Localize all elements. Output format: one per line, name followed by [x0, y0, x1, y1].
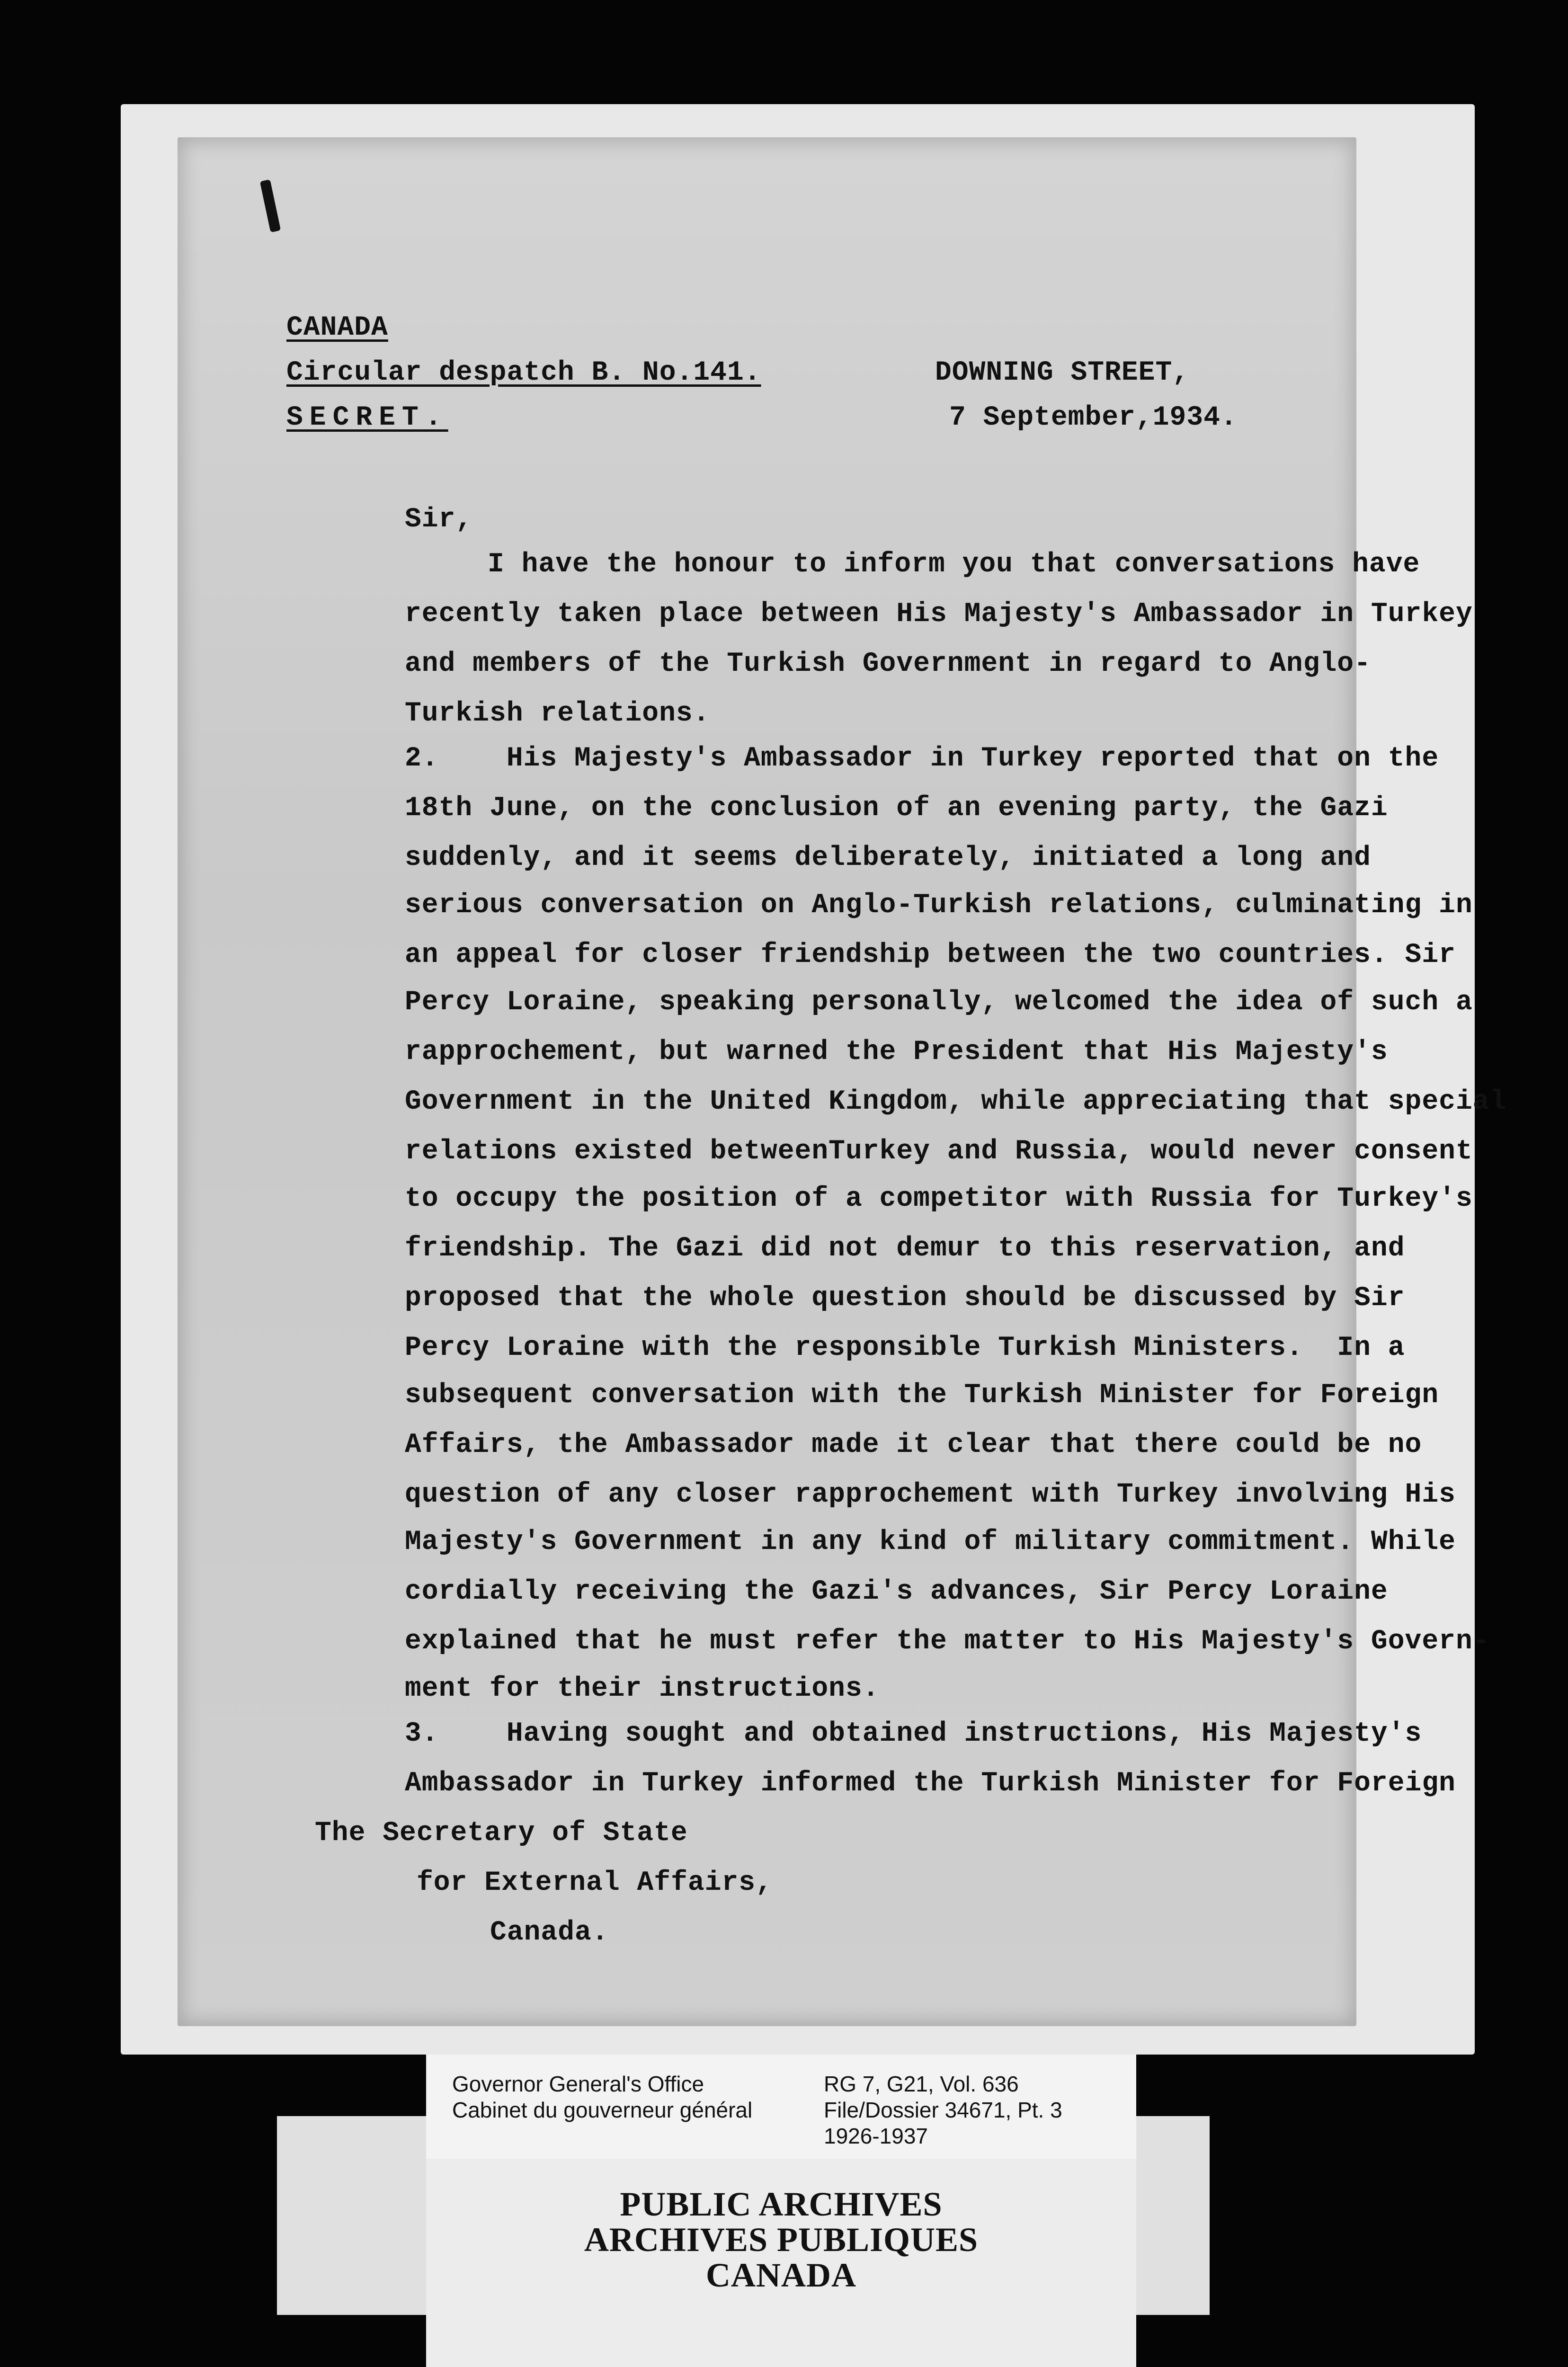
salutation: Sir,	[405, 504, 473, 535]
country-heading: CANADA	[286, 312, 388, 343]
stamp-line-country: CANADA	[706, 2256, 856, 2294]
body-line: an appeal for closer friendship between the two countries. Sir	[405, 940, 1456, 970]
body-line: Percy Loraine, speaking personally, welcomed the idea of such a	[405, 987, 1473, 1018]
body-line: Percy Loraine with the responsible Turkish Ministers. In a	[405, 1333, 1405, 1363]
body-line: cordially receiving the Gazi's advances, Sir Percy Loraine	[405, 1576, 1388, 1607]
body-line: 18th June, on the conclusion of an evening party, the Gazi	[405, 793, 1388, 824]
body-line: and members of the Turkish Government in regard to Anglo-	[405, 649, 1371, 679]
stamp-line-french: ARCHIVES PUBLIQUES	[584, 2221, 979, 2259]
body-line: to occupy the position of a competitor with Russia for Turkey's	[405, 1184, 1473, 1214]
body-line: recently taken place between His Majesty's Ambassador in Turkey	[405, 599, 1473, 630]
body-line: Government in the United Kingdom, while appreciating that special	[405, 1086, 1507, 1117]
addressee-line: for External Affairs,	[417, 1868, 773, 1898]
body-line: rapprochement, but warned the President that His Majesty's	[405, 1037, 1388, 1068]
addressee-line: The Secretary of State	[315, 1818, 688, 1849]
body-line: proposed that the whole question should be discussed by Sir	[405, 1283, 1405, 1314]
despatch-reference: Circular despatch B. No.141.	[286, 357, 761, 388]
body-line: serious conversation on Anglo-Turkish relations, culminating in	[405, 890, 1473, 921]
body-line: subsequent conversation with the Turkish Minister for Foreign	[405, 1380, 1439, 1411]
file-reference: File/Dossier 34671, Pt. 3	[824, 2098, 1062, 2122]
body-line: ment for their instructions.	[405, 1673, 880, 1704]
record-group-reference: RG 7, G21, Vol. 636	[824, 2072, 1019, 2096]
body-line: I have the honour to inform you that conversations have	[488, 549, 1420, 580]
body-line: suddenly, and it seems deliberately, initiated a long and	[405, 843, 1371, 873]
archive-stamp	[426, 2159, 1136, 2367]
body-line: Majesty's Government in any kind of military commitment. While	[405, 1527, 1456, 1557]
office-french: Cabinet du gouverneur général	[452, 2098, 753, 2122]
classification: SECRET.	[286, 402, 448, 433]
stamp-line-english: PUBLIC ARCHIVES	[620, 2185, 943, 2223]
body-line: question of any closer rapprochement with Turkey involving His	[405, 1479, 1456, 1510]
letter-date: 7 September,1934.	[949, 402, 1238, 433]
body-line: Affairs, the Ambassador made it clear that there could be no	[405, 1430, 1422, 1460]
office-english: Governor General's Office	[452, 2072, 704, 2096]
body-line: explained that he must refer the matter to His Majesty's Govern-	[405, 1626, 1490, 1657]
sender-address: DOWNING STREET,	[935, 357, 1190, 388]
body-line: 2. His Majesty's Ambassador in Turkey reported that on the	[405, 743, 1439, 774]
body-line: 3. Having sought and obtained instructions, His Majesty's	[405, 1718, 1422, 1749]
date-range: 1926-1937	[824, 2124, 928, 2148]
body-line: Ambassador in Turkey informed the Turkish Minister for Foreign	[405, 1768, 1456, 1799]
body-line: friendship. The Gazi did not demur to this reservation, and	[405, 1233, 1405, 1264]
body-line: relations existed betweenTurkey and Russia, would never consent	[405, 1136, 1473, 1167]
body-line: Turkish relations.	[405, 698, 710, 729]
addressee-line: Canada.	[490, 1917, 609, 1948]
